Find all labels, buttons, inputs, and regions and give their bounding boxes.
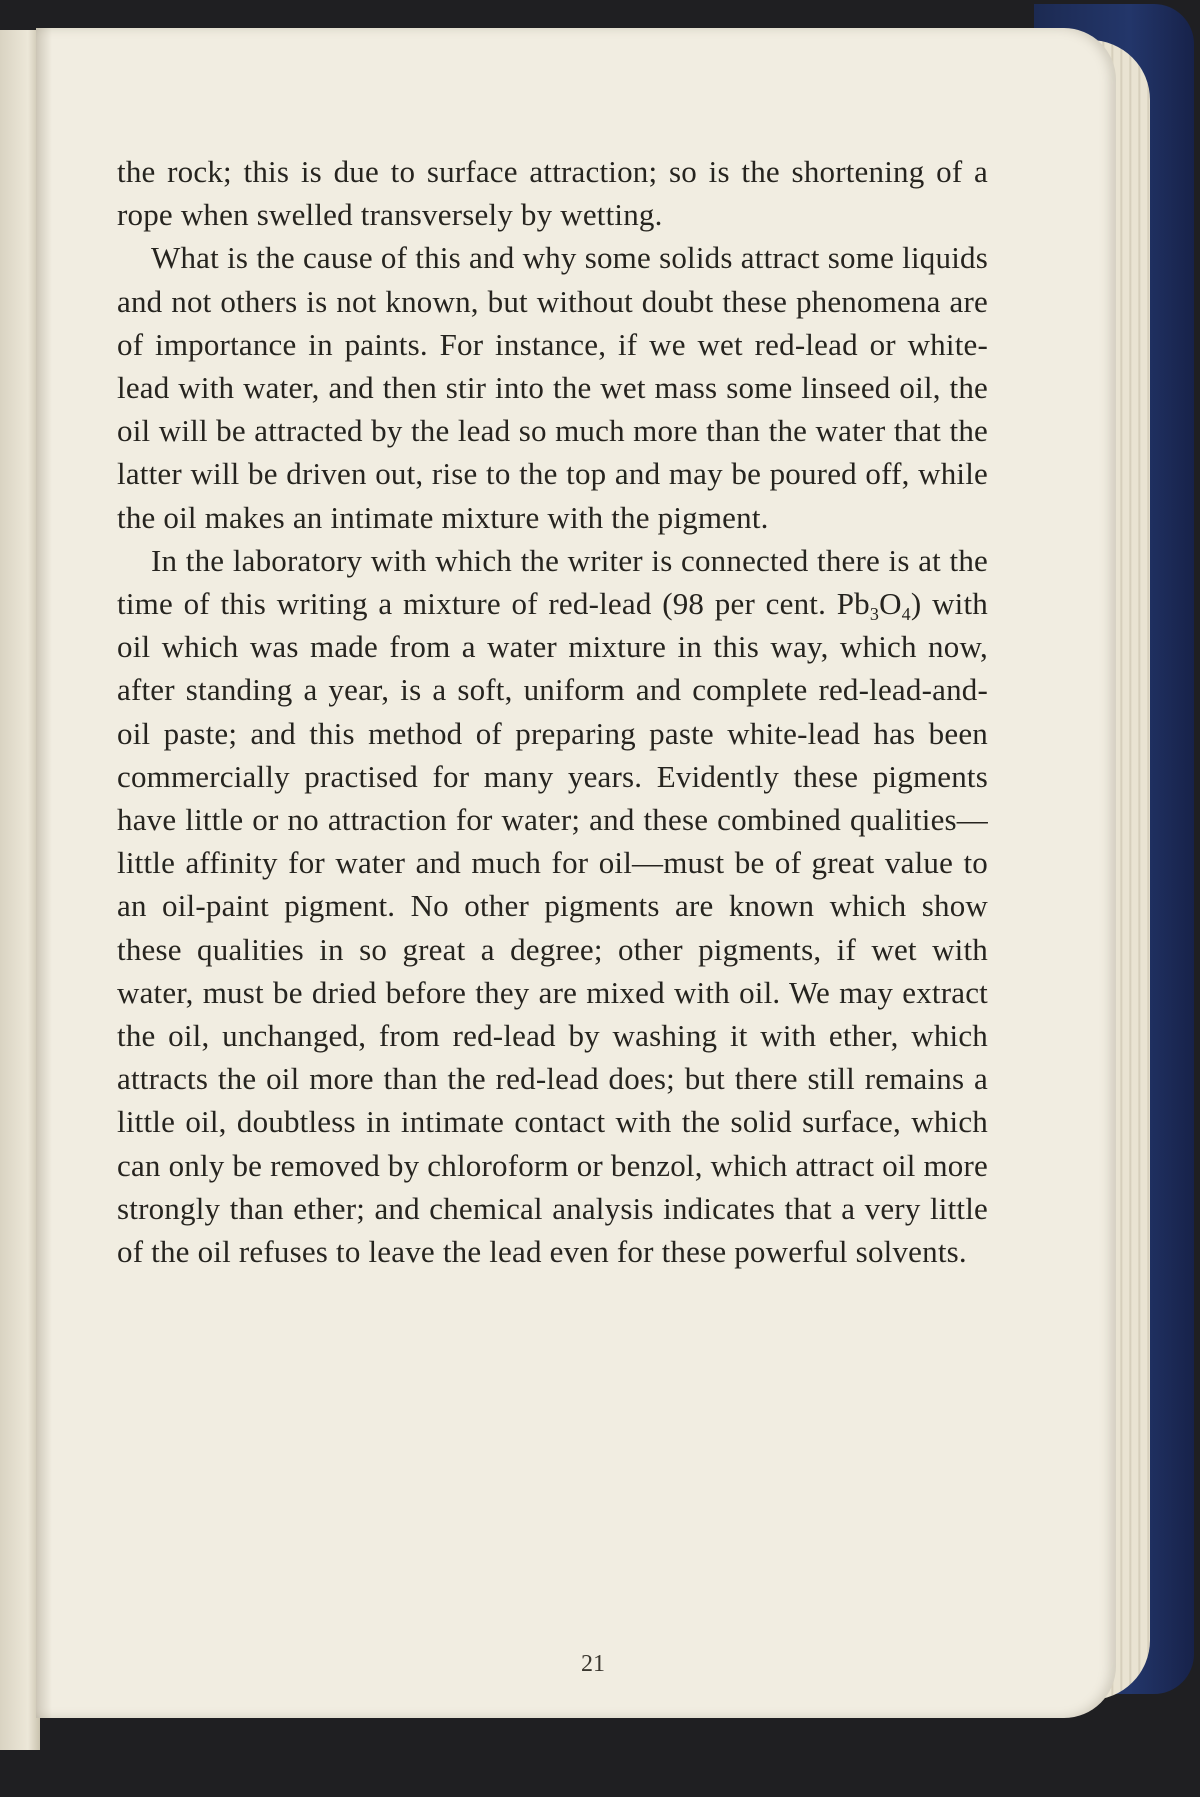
- book-page: [36, 28, 1116, 1718]
- paragraph-with-formula: [117, 539, 988, 1273]
- paragraph-continued: the rock; this is due to surface attraction; so is the shortening of a rope when swelled transversely by wetting.: [117, 154, 988, 233]
- page-number: 21: [581, 1651, 605, 1677]
- facing-page-edge: [0, 30, 40, 1750]
- body-text: [117, 150, 988, 1273]
- chemical-formula: $Pb_3O_4$: [836, 586, 911, 625]
- paragraph-text-before-formula: In the laboratory with which the writer is connected there is at the time of this writing a mixture of red-lead (98 per cent.: [117, 542, 988, 622]
- page-gutter: [36, 28, 52, 1718]
- paragraph-text-after-formula: ) with oil which was made from a water mixture in this way, which now, after standing a year, is a soft, uniform and complete red-lead-and-oil paste; and this method of preparing paste white-lead has been commercially practised for many years. Evidently these pigments have little or no attraction for water; and these combined qualities—little affinity for water and much for oil—must be of great value to an oil-paint pigment. No other pigments are known which show these qualities in so great a degree; other pigments, if wet with water, must be dried before they are mixed with oil. We may extract the oil, unchanged, from red-lead by washing it with ether, which attracts the oil more than the red-lead does; but there still remains a little oil, doubtless in intimate contact with the solid surface, which can only be removed by chloroform or benzol, which attract oil more strongly than ether; and chemical analysis indicates that a very little of the oil refuses to leave the lead even for these powerful solvents.: [117, 586, 988, 1270]
- paragraph: What is the cause of this and why some solids attract some liquids and not others is not known, but without doubt these phenomena are of importance in paints. For instance, if we wet red-lead or white-lead with water, and then stir into the wet mass some linseed oil, the oil will be attracted by the lead so much more than the water that the latter will be driven out, rise to the top and may be poured off, while the oil makes an intimate mixture with the pigment.: [117, 240, 988, 535]
